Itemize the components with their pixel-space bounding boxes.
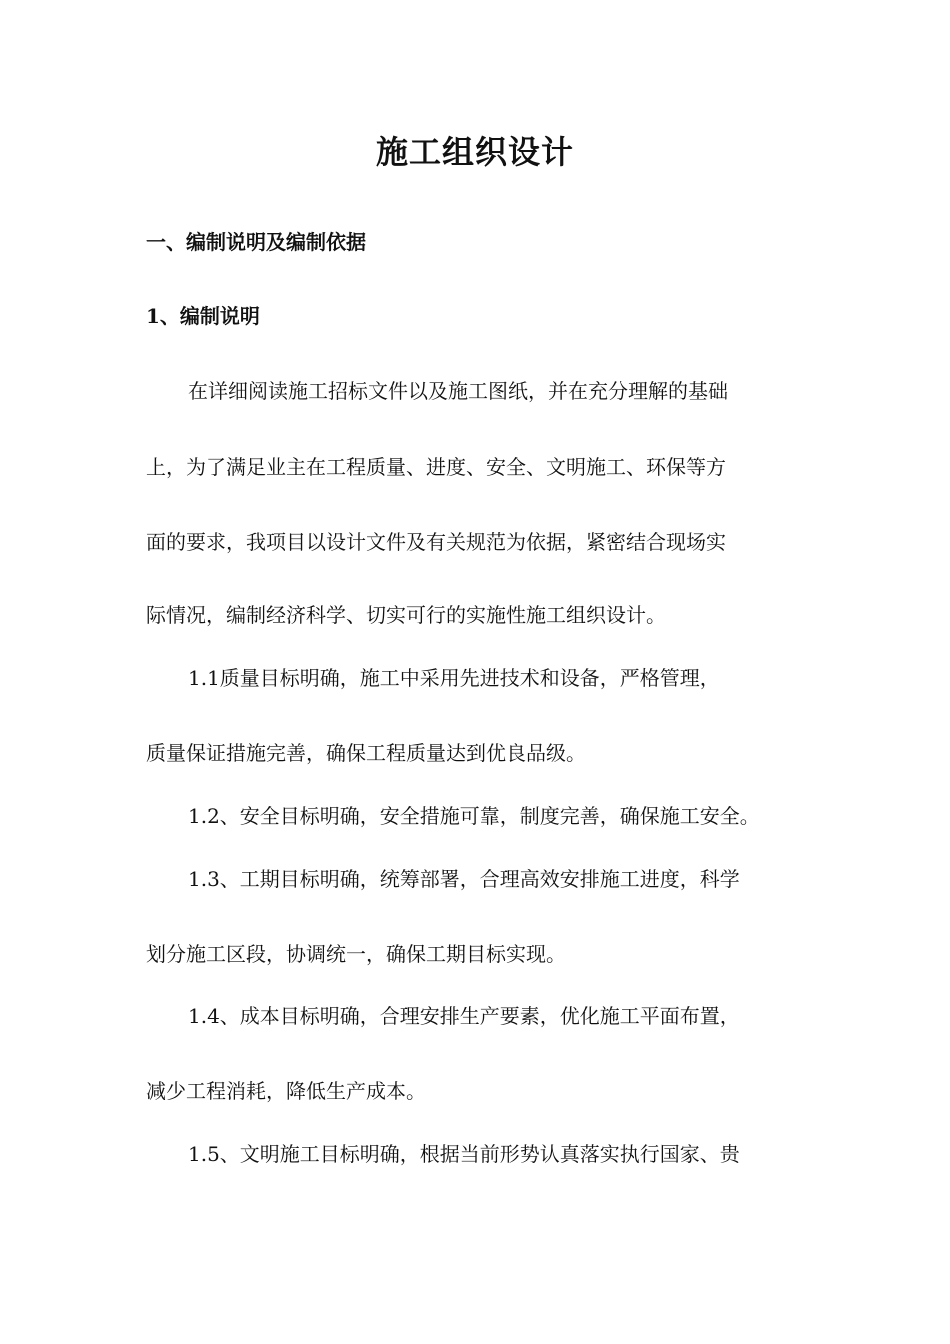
- document-title: 施工组织设计: [375, 133, 574, 171]
- subsection-heading: 1、编制说明: [146, 304, 260, 328]
- paragraph-line: 减少工程消耗，降低生产成本。: [146, 1079, 426, 1103]
- paragraph-line: 在详细阅读施工招标文件以及施工图纸，并在充分理解的基础: [188, 379, 728, 403]
- paragraph-line: 际情况，编制经济科学、切实可行的实施性施工组织设计。: [146, 603, 666, 627]
- paragraph-line: 1.1质量目标明确，施工中采用先进技术和设备，严格管理，: [188, 666, 720, 690]
- section-heading: 一、编制说明及编制依据: [146, 230, 366, 254]
- paragraph-line: 1.2、安全目标明确，安全措施可靠，制度完善，确保施工安全。: [188, 804, 760, 828]
- paragraph-line: 1.5、文明施工目标明确，根据当前形势认真落实执行国家、贵: [188, 1142, 740, 1166]
- paragraph-line: 质量保证措施完善，确保工程质量达到优良品级。: [146, 741, 586, 765]
- paragraph-line: 划分施工区段，协调统一，确保工期目标实现。: [146, 942, 566, 966]
- paragraph-line: 上，为了满足业主在工程质量、进度、安全、文明施工、环保等方: [146, 455, 726, 479]
- paragraph-line: 1.4、成本目标明确，合理安排生产要素，优化施工平面布置，: [188, 1004, 740, 1028]
- paragraph-line: 面的要求，我项目以设计文件及有关规范为依据，紧密结合现场实: [146, 530, 726, 554]
- paragraph-line: 1.3、工期目标明确，统筹部署，合理高效安排施工进度，科学: [188, 867, 740, 891]
